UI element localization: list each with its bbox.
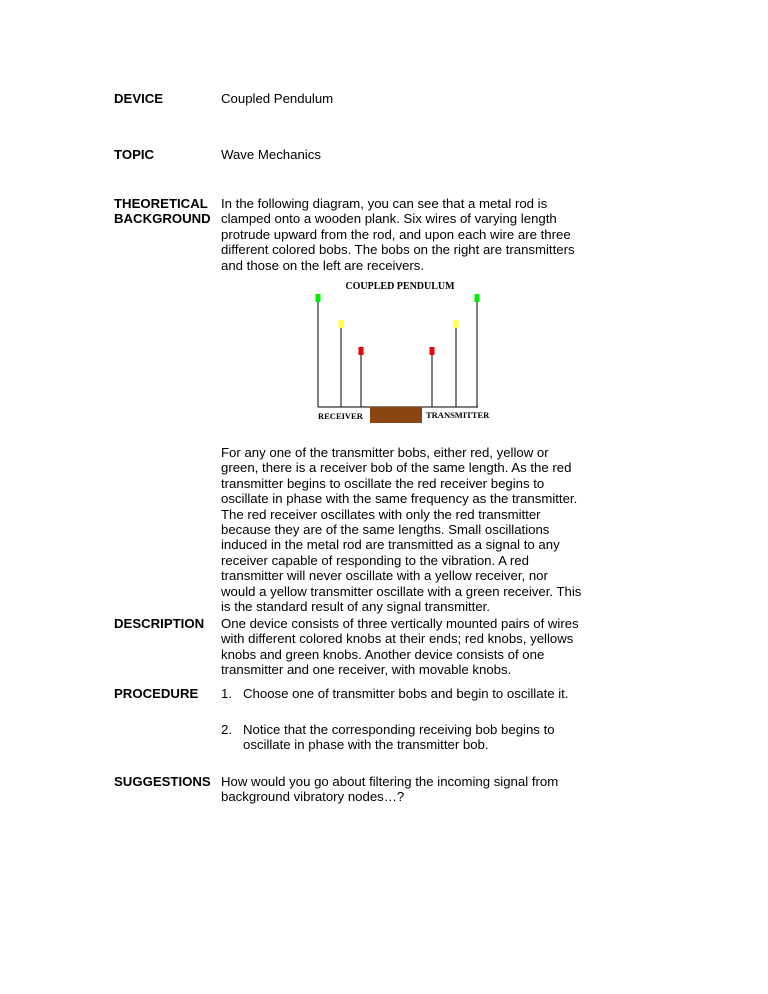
procedure-step-1-text: Choose one of transmitter bobs and begin to oscillate it. (243, 686, 569, 701)
procedure-step-2-number: 2. (221, 722, 232, 737)
theoretical-paragraph-2 (221, 445, 583, 614)
theoretical-label-line2: BACKGROUND (114, 211, 211, 227)
theoretical-paragraph-1-text: In the following diagram, you can see that a metal rod is clamped onto a wooden plank. Six wires of varying length protrude upward from the rod, and upon each wire are three different colored bobs. The bobs on the right are transmitters and those on the left are receivers. (221, 196, 575, 273)
diagram-title: COUPLED PENDULUM (345, 281, 455, 292)
coupled-pendulum-diagram (300, 278, 500, 428)
device-value: Coupled Pendulum (221, 91, 334, 106)
description-label: DESCRIPTION (114, 616, 205, 631)
procedure-step-1-number: 1. (221, 686, 232, 701)
procedure-label: PROCEDURE (114, 686, 199, 701)
topic-label: TOPIC (114, 147, 155, 162)
receiver-bob-red (359, 347, 364, 355)
transmitter-bob-red (430, 347, 435, 355)
wooden-plank (370, 407, 422, 423)
receiver-label: RECEIVER (318, 411, 363, 421)
theoretical-paragraph-2-text: For any one of the transmitter bobs, either red, yellow or green, there is a receiver bob of the same length. As the red transmitter begins to oscillate the red receiver begins to oscillate in phase with the same frequency as the transmitter. The red receiver oscillates with only the red transmitter because they are of the same lengths. Small oscillations induced in the metal rod are transmitted as a signal to any receiver capable of responding to the vibration. A red transmitter will never oscillate with a yellow receiver, nor would a yellow transmitter oscillate with a green receiver. This is the standard result of any signal transmitter. (221, 445, 582, 615)
transmitter-bob-green (475, 294, 480, 302)
device-label: DEVICE (114, 91, 164, 106)
pendulum-svg (300, 278, 500, 428)
transmitter-bob-yellow (454, 320, 459, 328)
theoretical-label-line1: THEORETICAL (114, 196, 208, 211)
suggestions-label: SUGGESTIONS (114, 774, 211, 789)
procedure-step-2-text: Notice that the corresponding receiving bob begins to oscillate in phase with the transmitter bob. (243, 722, 555, 753)
transmitter-label: TRANSMITTER (426, 410, 490, 420)
receiver-bob-green (316, 294, 321, 302)
topic-value: Wave Mechanics (221, 147, 321, 162)
theoretical-paragraph-1 (221, 196, 583, 273)
description-text: One device consists of three vertically mounted pairs of wires with different colored knobs at their ends; red knobs, yellows knobs and green knobs. Another device consists of one transmitter and one receiver, with movable knobs. (221, 616, 579, 678)
theoretical-background-label (114, 196, 224, 227)
suggestions-text: How would you go about filtering the incoming signal from background vibratory nodes…? (221, 774, 559, 805)
receiver-bob-yellow (339, 320, 344, 328)
